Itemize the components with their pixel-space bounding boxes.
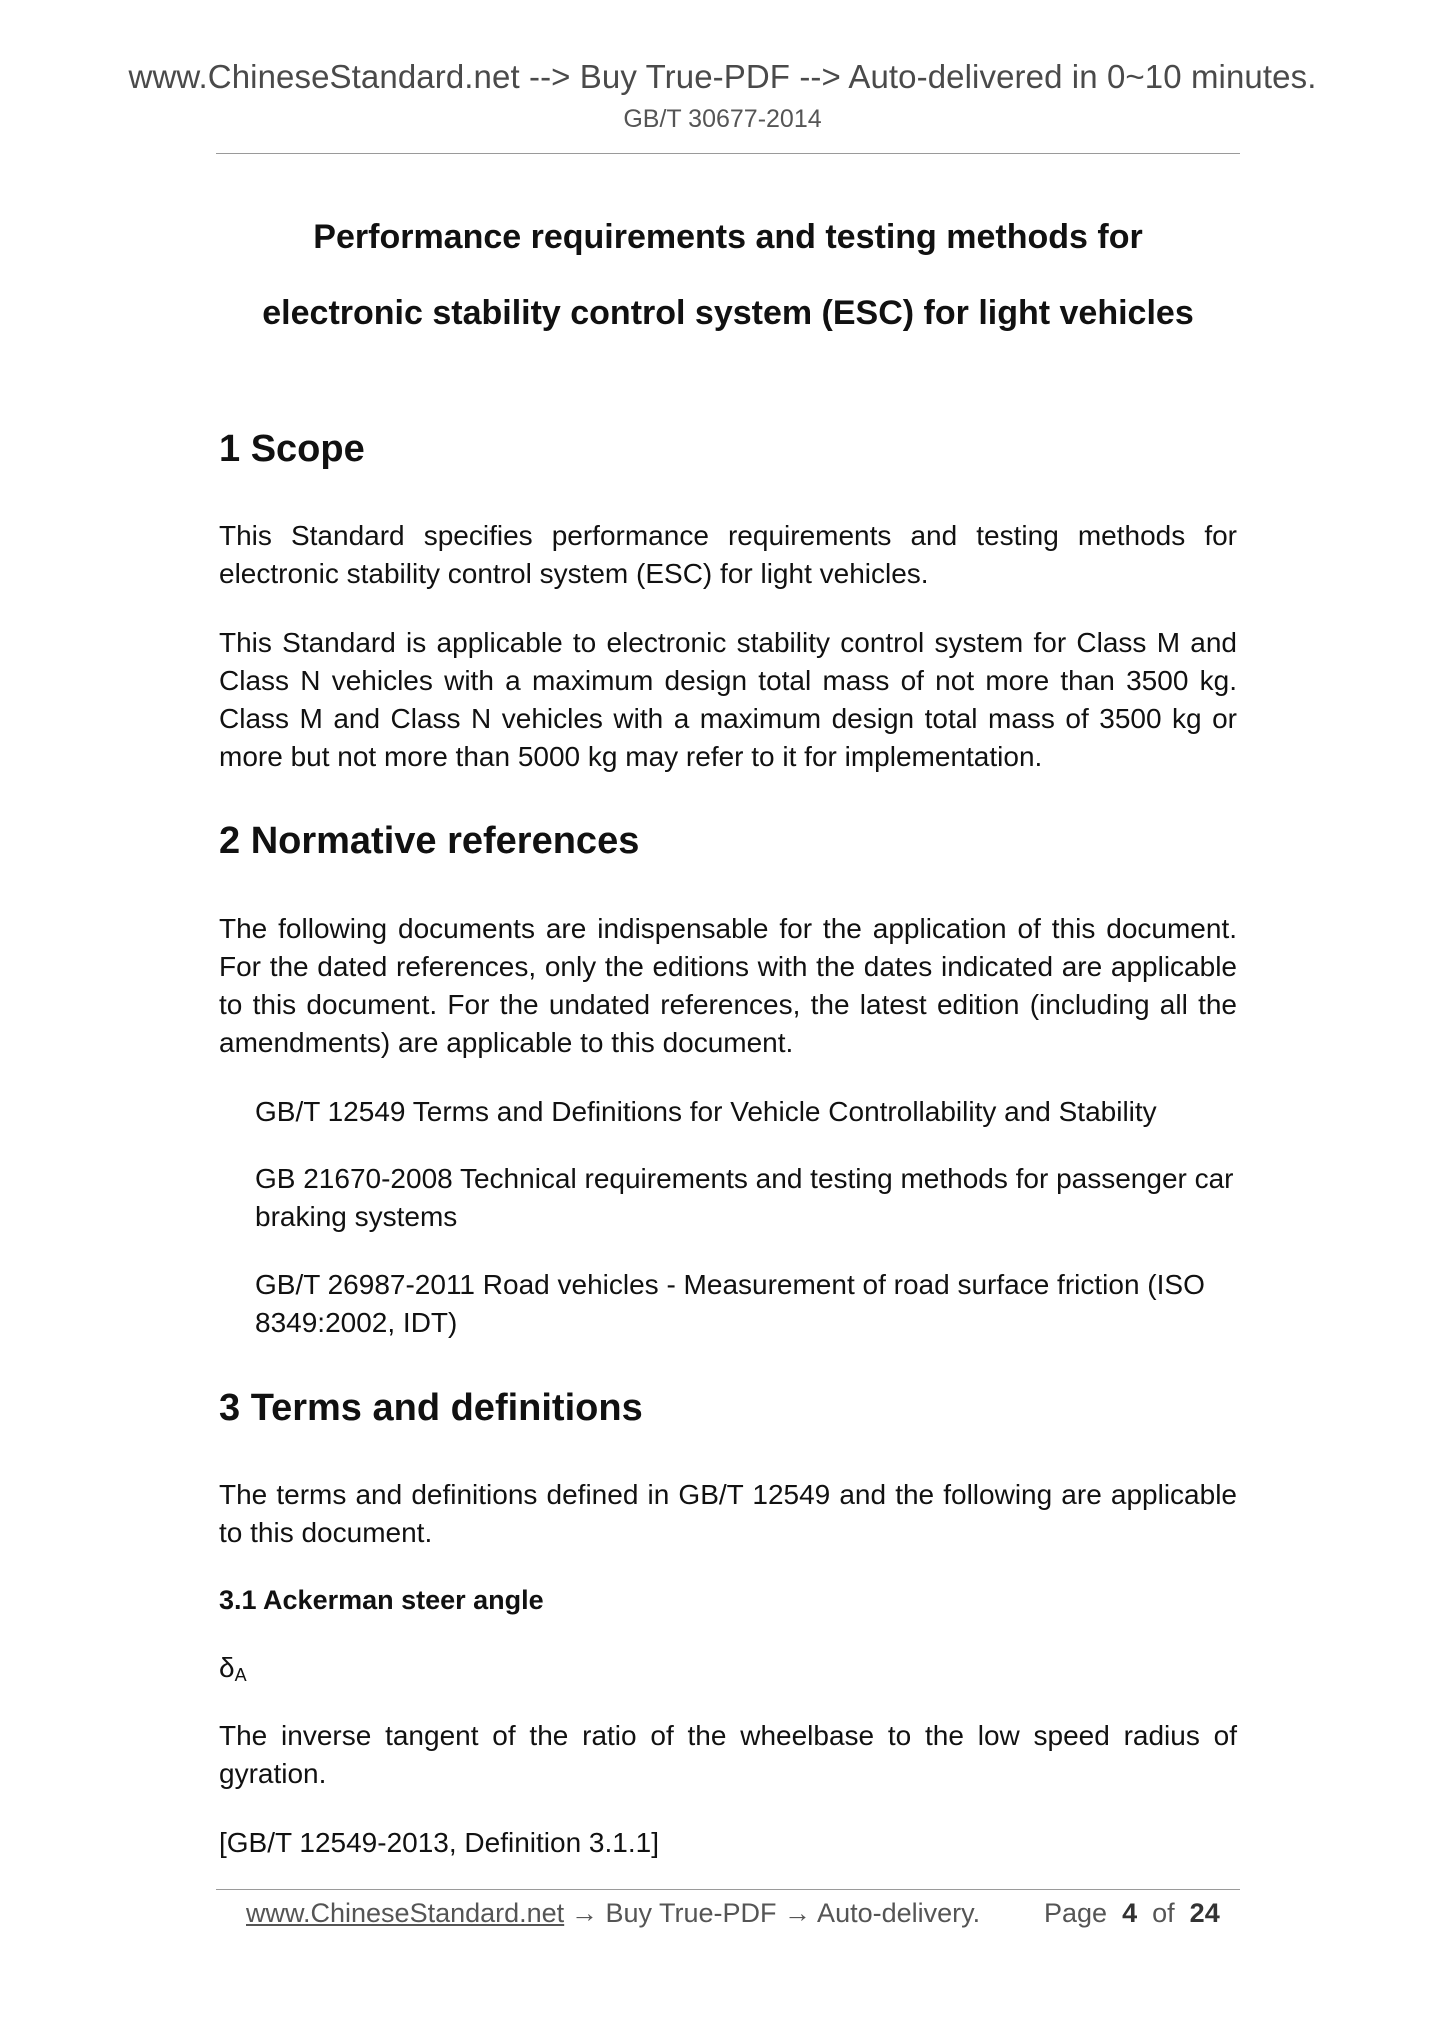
reference-item: GB/T 26987-2011 Road vehicles - Measurement of road surface friction (ISO 8349:2002, IDT) (255, 1269, 1205, 1338)
section-heading-scope: 1 Scope (219, 428, 365, 470)
header-standard-code: GB/T 30677-2014 (623, 105, 822, 133)
term-definition: The inverse tangent of the ratio of the wheelbase to the low speed radius of gyration. (219, 1720, 1237, 1789)
page-indicator (1044, 1898, 1220, 1929)
document-title-line2: electronic stability control system (ESC) for light vehicles (262, 294, 1194, 332)
terms-paragraph: The terms and definitions defined in GB/T 12549 and the following are applicable to this document. (219, 1479, 1237, 1548)
footer-tagline: → Buy True-PDF → Auto-delivery. (571, 1898, 981, 1928)
normative-paragraph: The following documents are indispensable for the application of this document. For the dated references, only the editions with the dates indicated are applicable to this document. For the undated references, the latest edition (including all the amendments) are applicable to this document. (219, 913, 1237, 1058)
section-heading-normative-references: 2 Normative references (219, 820, 640, 862)
page-footer (246, 1898, 1246, 1938)
header-divider (216, 153, 1240, 154)
footer-divider (216, 1889, 1240, 1890)
term-symbol (219, 1652, 247, 1686)
term-symbol-base: δ (219, 1652, 235, 1683)
reference-item: GB 21670-2008 Technical requirements and testing methods for passenger car braking systems (255, 1163, 1234, 1232)
scope-paragraph-2: This Standard is applicable to electronic stability control system for Class M and Class N vehicles with a maximum design total mass of not more than 3500 kg. Class M and Class N vehicles with a maximum design total mass of 3500 kg or more but not more than 5000 kg may refer to it for implementation. (219, 627, 1237, 772)
section-heading-terms: 3 Terms and definitions (219, 1387, 643, 1429)
term-symbol-subscript: A (234, 1665, 247, 1685)
page-label: Page (1044, 1898, 1108, 1928)
subsection-heading-ackerman: 3.1 Ackerman steer angle (219, 1585, 544, 1615)
document-title-line1: Performance requirements and testing methods for (313, 218, 1143, 256)
header-banner: www.ChineseStandard.net --> Buy True-PDF --> Auto-delivered in 0~10 minutes. (128, 58, 1317, 95)
page-number: 4 (1122, 1898, 1138, 1928)
page-of-label: of (1152, 1898, 1175, 1928)
scope-paragraph-1: This Standard specifies performance requirements and testing methods for electronic stability control system (ESC) for light vehicles. (219, 520, 1237, 589)
footer-website-link[interactable]: www.ChineseStandard.net (246, 1898, 565, 1928)
term-source: [GB/T 12549-2013, Definition 3.1.1] (219, 1827, 659, 1858)
reference-item: GB/T 12549 Terms and Definitions for Vehicle Controllability and Stability (255, 1096, 1157, 1127)
page-total: 24 (1189, 1898, 1220, 1928)
